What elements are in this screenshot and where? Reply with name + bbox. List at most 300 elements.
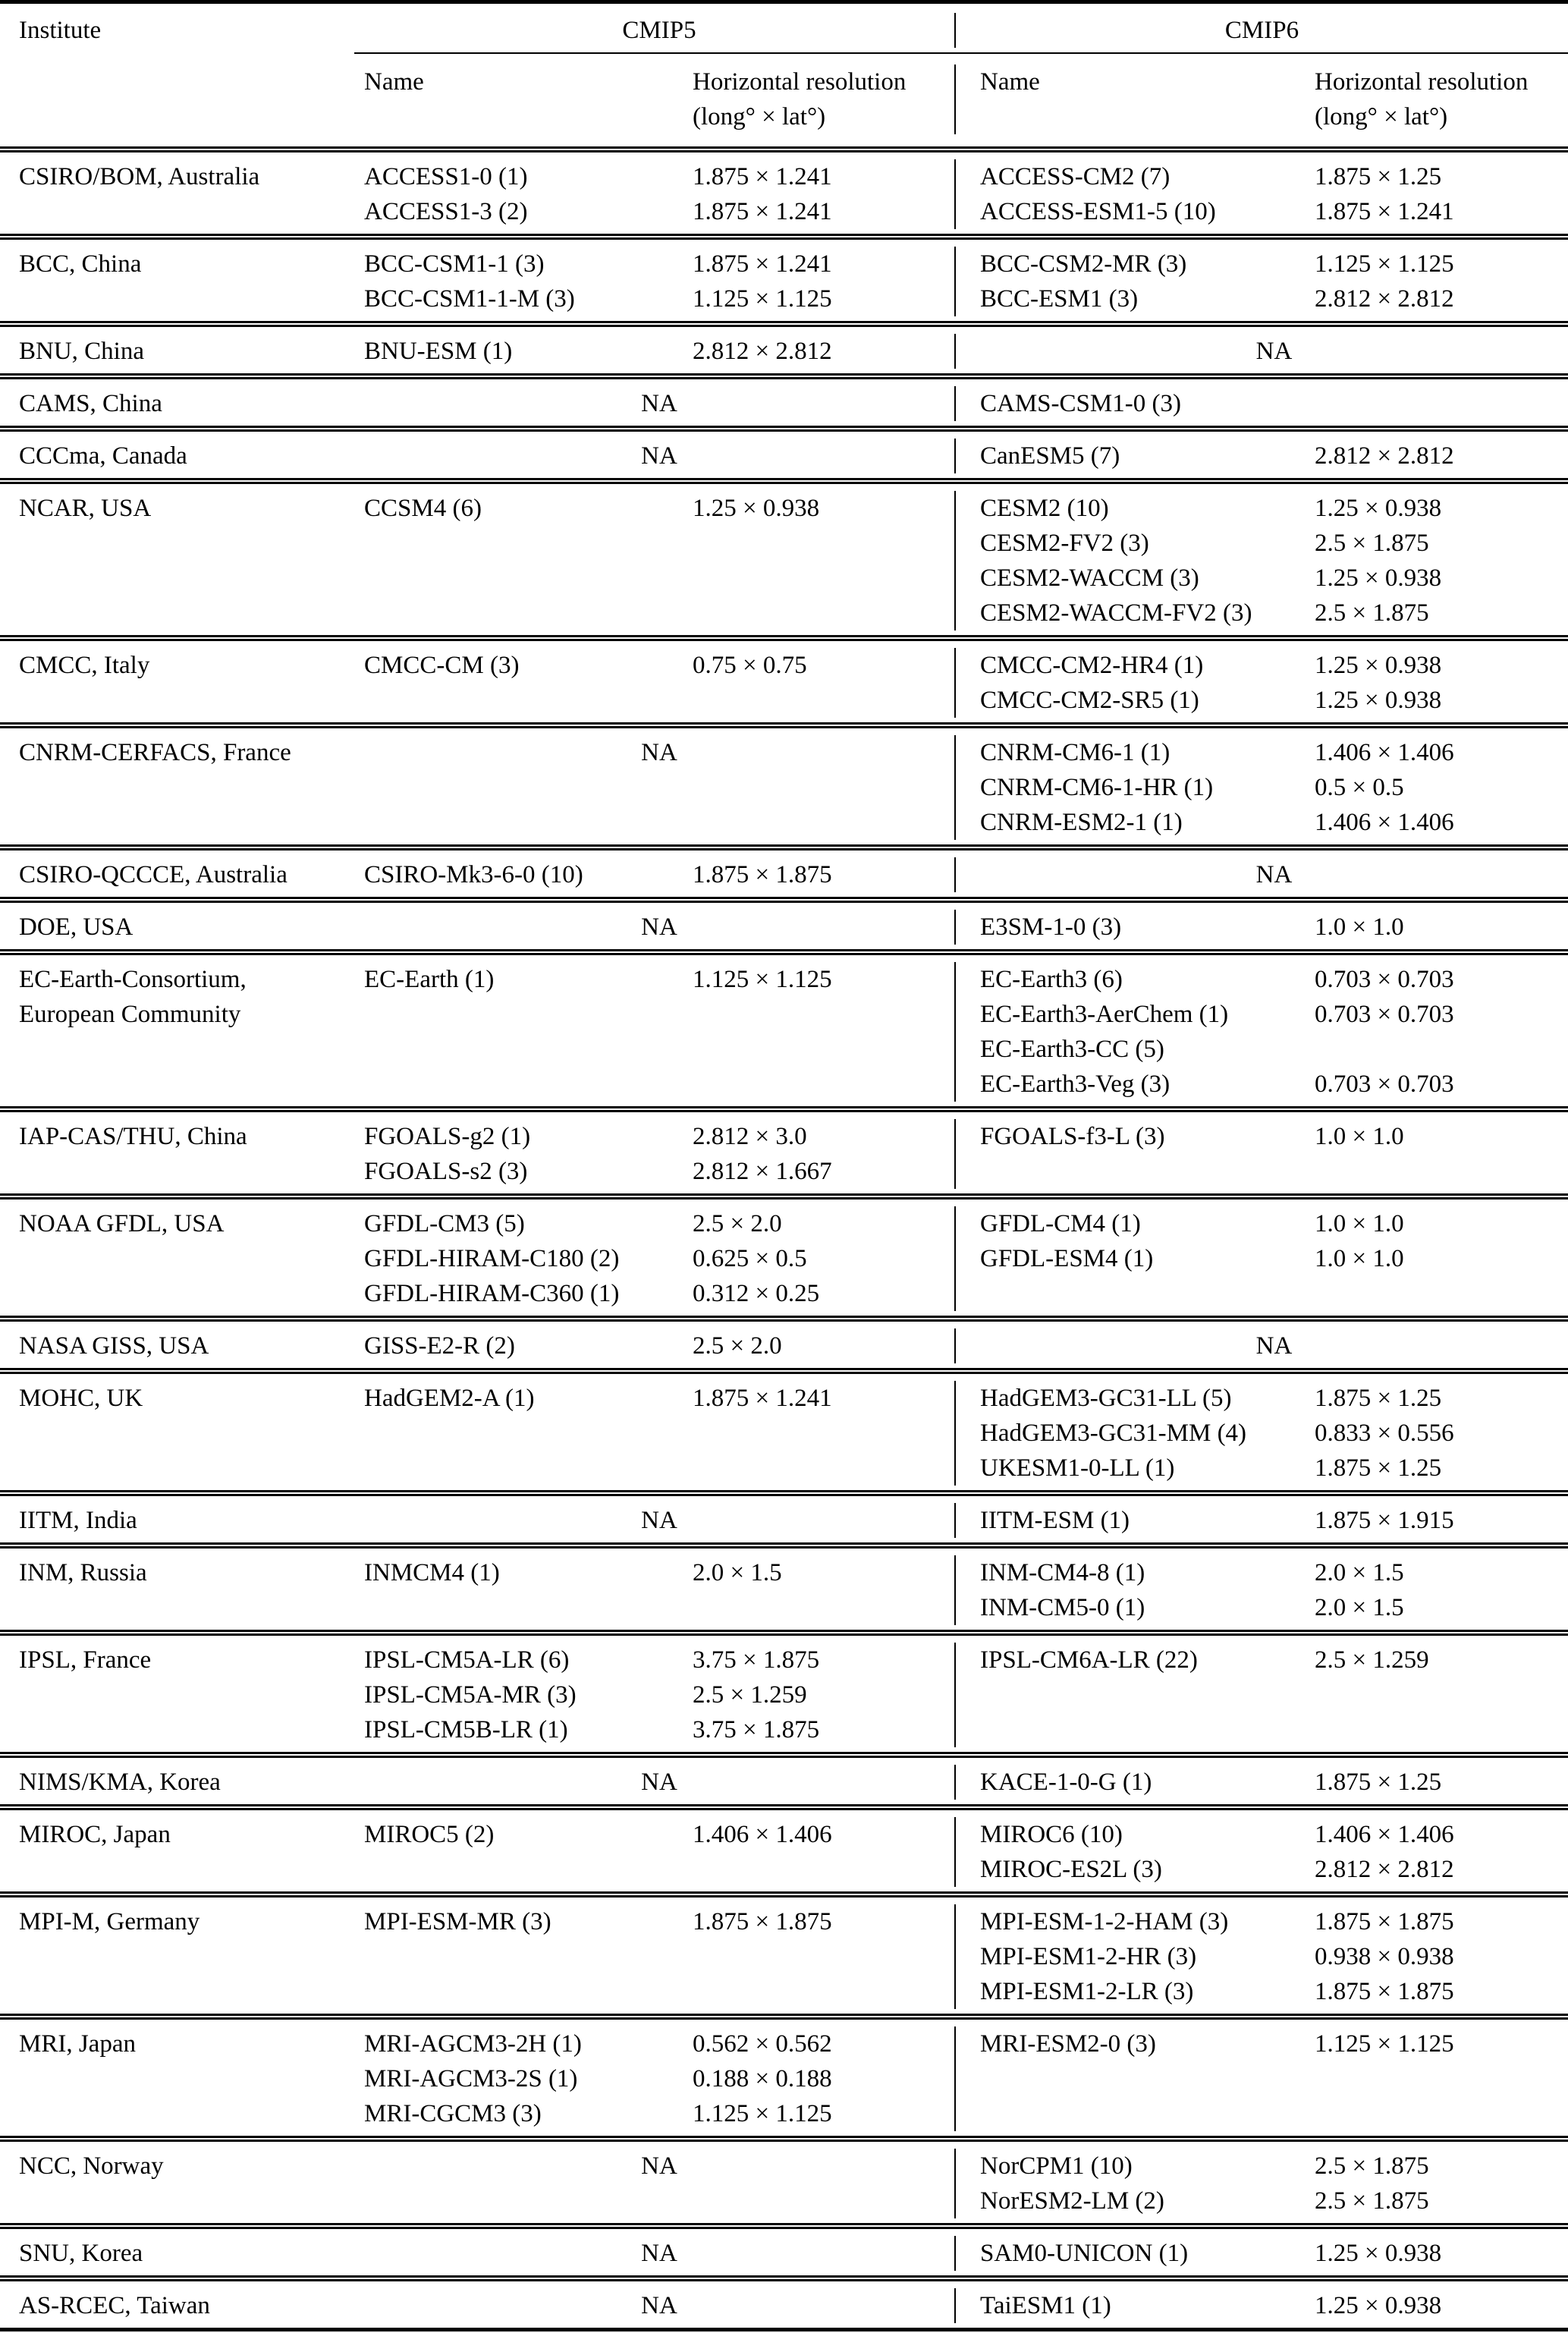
cmip5-resolution-cell: [693, 159, 954, 229]
model-name: HadGEM2-A (1): [364, 1385, 535, 1412]
cmip6-resolution-cell: [1315, 247, 1568, 316]
cmip5-resolution-cell: [693, 2026, 954, 2131]
cmip6-name-cell: [980, 247, 1315, 316]
table-row: [0, 234, 1568, 321]
model-name: BCC-ESM1 (3): [980, 285, 1139, 313]
model-name: EC-Earth3 (6): [980, 966, 1123, 993]
model-name: GFDL-CM3 (5): [364, 1210, 525, 1237]
table-row: [0, 1106, 1568, 1193]
cmip6-resolution-cell: [1315, 386, 1568, 421]
cmip6-name-cell: [980, 1555, 1315, 1625]
model-name: EC-Earth3-CC (5): [980, 1036, 1164, 1063]
cmip5-resolution-cell: [693, 1381, 954, 1416]
table-row: [0, 321, 1568, 373]
cmip6-resolution-cell: [1315, 2026, 1568, 2061]
model-resolution: 2.5 × 1.875: [1315, 530, 1429, 557]
institute-cell: [0, 648, 364, 683]
cmip5-name-cell: [364, 1206, 693, 1311]
cmip6-resolution-cell: [1315, 491, 1568, 630]
model-name: CESM2-WACCM-FV2 (3): [980, 599, 1252, 627]
cmip6-resolution-cell: [1315, 1119, 1568, 1154]
model-resolution: 2.812 × 3.0: [693, 1123, 807, 1150]
cmip6-name-cell: [980, 1643, 1315, 1677]
model-resolution: 0.188 × 0.188: [693, 2065, 832, 2092]
cmip5-name-cell: [364, 491, 693, 526]
cmip6-name-cell: [980, 1119, 1315, 1154]
cmip6-resolution-cell: [1315, 735, 1568, 840]
institute-name: IITM, India: [19, 1507, 137, 1534]
model-resolution: 2.812 × 2.812: [1315, 1856, 1454, 1883]
resolution-header-line2: (long° × lat°): [1315, 103, 1448, 130]
cmip6-name-cell: [980, 2149, 1315, 2218]
model-resolution: 0.703 × 0.703: [1315, 1001, 1454, 1028]
institute-cell: [0, 735, 364, 770]
cmip6-name-cell: [980, 159, 1315, 229]
cmip5-na-label: NA: [641, 1769, 677, 1796]
model-resolution: 1.406 × 1.406: [1315, 1821, 1454, 1848]
institute-name: NASA GISS, USA: [19, 1332, 209, 1360]
model-name: MRI-ESM2-0 (3): [980, 2030, 1156, 2058]
model-name: CESM2-FV2 (3): [980, 530, 1149, 557]
model-resolution: 1.875 × 1.241: [693, 1385, 832, 1412]
model-name: BNU-ESM (1): [364, 338, 513, 365]
cmip5-na-label: NA: [641, 1507, 677, 1534]
model-resolution: 2.812 × 2.812: [1315, 285, 1454, 313]
cmip6-name-cell: [980, 2026, 1315, 2061]
cmip6-group: [954, 159, 1568, 229]
cmip6-name-cell: [980, 1904, 1315, 2009]
model-resolution: 1.25 × 0.938: [1315, 652, 1442, 679]
model-name: IPSL-CM5B-LR (1): [364, 1716, 568, 1743]
cmip5-resolution-cell: [693, 247, 954, 316]
model-resolution: 1.125 × 1.125: [693, 285, 832, 313]
model-name: E3SM-1-0 (3): [980, 913, 1122, 941]
model-name: TaiESM1 (1): [980, 2292, 1111, 2319]
col-header-cmip5-resolution: [693, 64, 954, 134]
cmip5-na-label: NA: [641, 2152, 677, 2180]
cmip6-name-cell: [980, 648, 1315, 718]
institute-name: SNU, Korea: [19, 2240, 143, 2267]
table-row: [0, 1193, 1568, 1316]
model-name: MRI-CGCM3 (3): [364, 2100, 542, 2127]
model-resolution: 2.0 × 1.5: [693, 1559, 782, 1586]
cmip5-name-cell: [364, 1555, 693, 1590]
model-name: CNRM-CM6-1-HR (1): [980, 774, 1214, 801]
table-row: [0, 1891, 1568, 2014]
model-name: ACCESS1-0 (1): [364, 163, 528, 190]
model-resolution: 1.25 × 0.938: [693, 495, 820, 522]
model-resolution: 2.0 × 1.5: [1315, 1559, 1404, 1586]
cmip5-na-label: NA: [641, 442, 677, 470]
table-row: [0, 1804, 1568, 1891]
model-name: MPI-ESM-MR (3): [364, 1908, 551, 1935]
cmip6-resolution-cell: [1315, 2149, 1568, 2218]
cmip6-group: [954, 386, 1568, 421]
model-resolution: 1.875 × 1.25: [1315, 1454, 1442, 1482]
model-name: ACCESS1-3 (2): [364, 198, 528, 225]
cmip6-name-cell: [980, 910, 1315, 945]
model-resolution: 0.938 × 0.938: [1315, 1943, 1454, 1970]
cmip6-group: [954, 1765, 1568, 1800]
institute-cell: [0, 1119, 364, 1154]
cmip6-resolution-cell: [1315, 439, 1568, 473]
model-resolution: 2.5 × 1.875: [1315, 2187, 1429, 2215]
cmip5-na-label: NA: [641, 2240, 677, 2267]
model-name: GFDL-HIRAM-C360 (1): [364, 1280, 620, 1307]
model-resolution: 1.875 × 1.241: [1315, 198, 1454, 225]
table-row: [0, 373, 1568, 426]
table-row: [0, 2223, 1568, 2275]
model-resolution: 1.125 × 1.125: [1315, 2030, 1454, 2058]
model-name: CSIRO-Mk3-6-0 (10): [364, 861, 583, 888]
institute-name: NOAA GFDL, USA: [19, 1210, 225, 1237]
model-name: CESM2-WACCM (3): [980, 564, 1199, 592]
cmip6-group: [954, 2026, 1568, 2131]
institute-cell: [0, 857, 364, 892]
col-header-cmip6-name: Name: [980, 68, 1040, 96]
cmip6-na-label: NA: [1255, 338, 1293, 365]
sub-header-spacer: [0, 64, 364, 134]
institute-cell: [0, 2149, 364, 2184]
model-resolution: 2.812 × 2.812: [1315, 442, 1454, 470]
institute-cell: [0, 1904, 364, 1939]
institute-name: MPI-M, Germany: [19, 1908, 200, 1935]
table-row: [0, 146, 1568, 234]
model-name: NorCPM1 (10): [980, 2152, 1133, 2180]
cmip6-group: [954, 1817, 1568, 1887]
cmip5-name-cell: [364, 159, 693, 229]
institute-cell: [0, 1328, 364, 1363]
model-name: CESM2 (10): [980, 495, 1109, 522]
model-name: INM-CM5-0 (1): [980, 1594, 1145, 1621]
table-row: [0, 722, 1568, 844]
cmip6-group: [954, 962, 1568, 1102]
cmip6-name-cell: [980, 2288, 1315, 2323]
table-row: [0, 1368, 1568, 1490]
sub-header-row: [0, 54, 1568, 146]
cmip5-name-cell: [364, 1119, 693, 1189]
cmip5-resolution-cell: [693, 1817, 954, 1852]
cmip5-name-cell: [364, 334, 693, 369]
institute-cell: [0, 2236, 364, 2271]
model-name: CMCC-CM2-SR5 (1): [980, 687, 1199, 714]
table-row: [0, 1542, 1568, 1630]
institute-name: MIROC, Japan: [19, 1821, 171, 1848]
model-resolution: [1315, 386, 1568, 421]
table-row: [0, 2014, 1568, 2136]
model-name: CAMS-CSM1-0 (3): [980, 390, 1181, 417]
model-resolution: 1.25 × 0.938: [1315, 2292, 1442, 2319]
cmip6-group: [954, 1555, 1568, 1625]
institute-cell: [0, 1765, 364, 1800]
model-resolution: 1.0 × 1.0: [1315, 1210, 1404, 1237]
cmip5-name-cell: [364, 1381, 693, 1416]
institute-name: CNRM-CERFACS, France: [19, 739, 291, 766]
cmip6-name-cell: [980, 386, 1315, 421]
institute-cell: [0, 962, 364, 1032]
cmip5-resolution-cell: [693, 1328, 954, 1363]
institute-cell: [0, 1381, 364, 1416]
cmip5-name-cell: [364, 1904, 693, 1939]
model-name: GFDL-CM4 (1): [980, 1210, 1141, 1237]
model-resolution: 1.0 × 1.0: [1315, 1245, 1404, 1272]
model-resolution: 1.875 × 1.875: [693, 1908, 832, 1935]
model-resolution: 2.5 × 2.0: [693, 1332, 782, 1360]
cmip5-name-cell: [364, 2026, 693, 2131]
cmip6-group: [954, 491, 1568, 630]
cmip5-name-cell: [364, 1643, 693, 1747]
institute-cell: [0, 2026, 364, 2061]
group-header-cmip5: CMIP5: [622, 17, 696, 44]
table-row: [0, 1630, 1568, 1752]
cmip6-name-cell: [980, 735, 1315, 840]
model-resolution: 1.25 × 0.938: [1315, 2240, 1442, 2267]
cmip5-na-label: NA: [641, 913, 677, 941]
cmip5-name-cell: [364, 1817, 693, 1852]
model-name: MRI-AGCM3-2S (1): [364, 2065, 578, 2092]
institute-name: IAP-CAS/THU, China: [19, 1123, 247, 1150]
cmip5-name-cell: [364, 962, 693, 997]
cmip6-resolution-cell: [1315, 1765, 1568, 1800]
model-resolution: 0.625 × 0.5: [693, 1245, 807, 1272]
cmip5-resolution-cell: [693, 648, 954, 683]
model-resolution: 1.25 × 0.938: [1315, 495, 1442, 522]
model-name: IPSL-CM6A-LR (22): [980, 1646, 1198, 1674]
cmip5-resolution-cell: [693, 491, 954, 526]
model-name: HadGEM3-GC31-MM (4): [980, 1420, 1247, 1447]
model-resolution: 1.875 × 1.875: [1315, 1978, 1454, 2005]
table-row: [0, 949, 1568, 1106]
model-resolution: 1.875 × 1.25: [1315, 1385, 1442, 1412]
col-header-institute: Institute: [19, 17, 102, 44]
model-name: CMCC-CM (3): [364, 652, 520, 679]
model-name: UKESM1-0-LL (1): [980, 1454, 1175, 1482]
model-resolution: 1.125 × 1.125: [1315, 250, 1454, 278]
cmip5-resolution-cell: [693, 1904, 954, 1939]
institute-name: INM, Russia: [19, 1559, 147, 1586]
model-name: BCC-CSM2-MR (3): [980, 250, 1187, 278]
institute-cell: [0, 491, 364, 526]
table-row: [0, 844, 1568, 897]
model-resolution: 2.5 × 2.0: [693, 1210, 782, 1237]
model-name: CanESM5 (7): [980, 442, 1120, 470]
cmip6-name-cell: [980, 491, 1315, 630]
model-resolution: 1.125 × 1.125: [693, 966, 832, 993]
cmip5-na-label: NA: [641, 739, 677, 766]
institute-cell: [0, 1817, 364, 1852]
model-name: FGOALS-f3-L (3): [980, 1123, 1165, 1150]
model-name: MPI-ESM1-2-LR (3): [980, 1978, 1194, 2005]
table-row: [0, 1316, 1568, 1368]
cmip6-group: [954, 910, 1568, 945]
cmip5-resolution-cell: [693, 857, 954, 892]
model-resolution: 2.5 × 1.875: [1315, 2152, 1429, 2180]
model-name: MRI-AGCM3-2H (1): [364, 2030, 582, 2058]
cmip6-resolution-cell: [1315, 962, 1568, 1102]
model-resolution: 0.75 × 0.75: [693, 652, 807, 679]
model-name: GFDL-ESM4 (1): [980, 1245, 1154, 1272]
cmip6-resolution-cell: [1315, 1904, 1568, 2009]
model-resolution: 3.75 × 1.875: [693, 1646, 820, 1674]
institute-cell: [0, 2288, 364, 2323]
model-name: INMCM4 (1): [364, 1559, 500, 1586]
model-resolution: 2.812 × 1.667: [693, 1158, 832, 1185]
model-name: IITM-ESM (1): [980, 1507, 1130, 1534]
table-row: [0, 2136, 1568, 2223]
cmip6-name-cell: [980, 1503, 1315, 1538]
cmip6-group: [954, 2236, 1568, 2271]
cmip6-name-cell: [980, 1206, 1315, 1276]
model-resolution: 2.5 × 1.259: [1315, 1646, 1429, 1674]
institute-name: BCC, China: [19, 250, 142, 278]
model-resolution: 0.562 × 0.562: [693, 2030, 832, 2058]
model-resolution: 1.875 × 1.915: [1315, 1507, 1454, 1534]
model-name: MIROC5 (2): [364, 1821, 495, 1848]
cmip6-name-cell: [980, 1381, 1315, 1486]
table-row: [0, 426, 1568, 478]
cmip6-group: [954, 247, 1568, 316]
cmip5-name-cell: [364, 648, 693, 683]
model-resolution: 1.406 × 1.406: [1315, 739, 1454, 766]
model-resolution: 1.25 × 0.938: [1315, 687, 1442, 714]
group-header-row: [0, 4, 1568, 52]
model-name: IPSL-CM5A-MR (3): [364, 1681, 577, 1709]
cmip6-group: [954, 1206, 1568, 1311]
cmip6-group: [954, 439, 1568, 473]
cmip5-name-cell: [364, 857, 693, 892]
table-row: [0, 478, 1568, 635]
group-header-cmip6: CMIP6: [954, 13, 1568, 48]
cmip6-resolution-cell: [1315, 2288, 1568, 2323]
cmip6-resolution-cell: [1315, 2236, 1568, 2271]
model-name: CNRM-CM6-1 (1): [980, 739, 1171, 766]
model-resolution: [1315, 1032, 1568, 1067]
cmip5-na-label: NA: [641, 2292, 677, 2319]
cmip5-resolution-cell: [693, 962, 954, 997]
col-header-cmip6-resolution: [1315, 64, 1568, 134]
model-name: EC-Earth3-AerChem (1): [980, 1001, 1229, 1028]
institute-name: NIMS/KMA, Korea: [19, 1769, 221, 1796]
model-resolution: 2.0 × 1.5: [1315, 1594, 1404, 1621]
cmip6-resolution-cell: [1315, 159, 1568, 229]
cmip6-group: [954, 1328, 1568, 1363]
institute-name: NCC, Norway: [19, 2152, 164, 2180]
model-name: ACCESS-ESM1-5 (10): [980, 198, 1216, 225]
model-name: MPI-ESM-1-2-HAM (3): [980, 1908, 1229, 1935]
cmip6-resolution-cell: [1315, 1555, 1568, 1625]
model-resolution: 1.875 × 1.241: [693, 163, 832, 190]
table-row: [0, 1752, 1568, 1804]
model-name: KACE-1-0-G (1): [980, 1769, 1152, 1796]
table-row: [0, 635, 1568, 722]
institute-cell: [0, 1555, 364, 1590]
model-name: CCSM4 (6): [364, 495, 482, 522]
institute-cell: [0, 910, 364, 945]
model-name: MIROC6 (10): [980, 1821, 1123, 1848]
institute-name: CSIRO-QCCCE, Australia: [19, 861, 288, 888]
model-name: CNRM-ESM2-1 (1): [980, 809, 1183, 836]
model-resolution: 1.875 × 1.25: [1315, 163, 1442, 190]
cmip6-name-cell: [980, 1765, 1315, 1800]
cmip6-group: [954, 2288, 1568, 2323]
model-resolution: 1.875 × 1.875: [1315, 1908, 1454, 1935]
model-name: HadGEM3-GC31-LL (5): [980, 1385, 1232, 1412]
model-name: EC-Earth3-Veg (3): [980, 1071, 1171, 1098]
model-name: FGOALS-s2 (3): [364, 1158, 528, 1185]
institute-name: CMCC, Italy: [19, 652, 150, 679]
model-resolution: 1.25 × 0.938: [1315, 564, 1442, 592]
institute-name: CCCma, Canada: [19, 442, 187, 470]
model-name: NorESM2-LM (2): [980, 2187, 1164, 2215]
model-resolution: 1.0 × 1.0: [1315, 1123, 1404, 1150]
institute-cell: [0, 386, 364, 421]
model-name: MIROC-ES2L (3): [980, 1856, 1162, 1883]
model-name: BCC-CSM1-1-M (3): [364, 285, 575, 313]
institute-name: AS-RCEC, Taiwan: [19, 2292, 210, 2319]
table-row: [0, 897, 1568, 949]
cmip6-group: [954, 2149, 1568, 2218]
table-header: [0, 4, 1568, 146]
cmip6-resolution-cell: [1315, 1206, 1568, 1276]
resolution-header-line1: Horizontal resolution: [1315, 68, 1529, 96]
institute-cell: [0, 1503, 364, 1538]
cmip6-sub-header: [954, 64, 1568, 134]
cmip6-name-cell: [980, 962, 1315, 1102]
cmip6-resolution-cell: [1315, 1503, 1568, 1538]
cmip5-resolution-cell: [693, 1555, 954, 1590]
model-resolution: 1.406 × 1.406: [1315, 809, 1454, 836]
cmip6-group: [954, 1381, 1568, 1486]
col-header-cmip5-name: Name: [364, 68, 424, 96]
cmip6-name-cell: [980, 1817, 1315, 1887]
institute-name: MRI, Japan: [19, 2030, 136, 2058]
model-resolution: 3.75 × 1.875: [693, 1716, 820, 1743]
table-body: [0, 146, 1568, 2328]
cmip6-resolution-cell: [1315, 648, 1568, 718]
cmip6-name-cell: [980, 2236, 1315, 2271]
model-name: GISS-E2-R (2): [364, 1332, 515, 1360]
institute-name: NCAR, USA: [19, 495, 152, 522]
institute-name: DOE, USA: [19, 913, 134, 941]
cmip5-name-cell: [364, 1328, 693, 1363]
cmip6-na-label: NA: [1255, 861, 1293, 888]
model-resolution: 0.833 × 0.556: [1315, 1420, 1454, 1447]
model-name: BCC-CSM1-1 (3): [364, 250, 545, 278]
institute-cell: [0, 1206, 364, 1241]
cmip6-group: [954, 1643, 1568, 1747]
institute-name: CSIRO/BOM, Australia: [19, 163, 260, 190]
model-name: ACCESS-CM2 (7): [980, 163, 1171, 190]
cmip6-group: [954, 648, 1568, 718]
institute-cell: [0, 439, 364, 473]
model-resolution: 2.5 × 1.259: [693, 1681, 807, 1709]
cmip6-group: [954, 857, 1568, 892]
cmip6-group: [954, 735, 1568, 840]
institute-cell: [0, 159, 364, 194]
model-resolution: 0.703 × 0.703: [1315, 1071, 1454, 1098]
model-resolution: 1.875 × 1.25: [1315, 1769, 1442, 1796]
cmip6-group: [954, 1119, 1568, 1189]
cmip6-group: [954, 1503, 1568, 1538]
model-name: IPSL-CM5A-LR (6): [364, 1646, 570, 1674]
table-row: [0, 2275, 1568, 2328]
model-name: GFDL-HIRAM-C180 (2): [364, 1245, 620, 1272]
cmip5-na-label: NA: [641, 390, 677, 417]
institute-name: European Community: [19, 1001, 241, 1028]
institute-cell: [0, 247, 364, 281]
model-name: SAM0-UNICON (1): [980, 2240, 1189, 2267]
model-resolution: 1.406 × 1.406: [693, 1821, 832, 1848]
